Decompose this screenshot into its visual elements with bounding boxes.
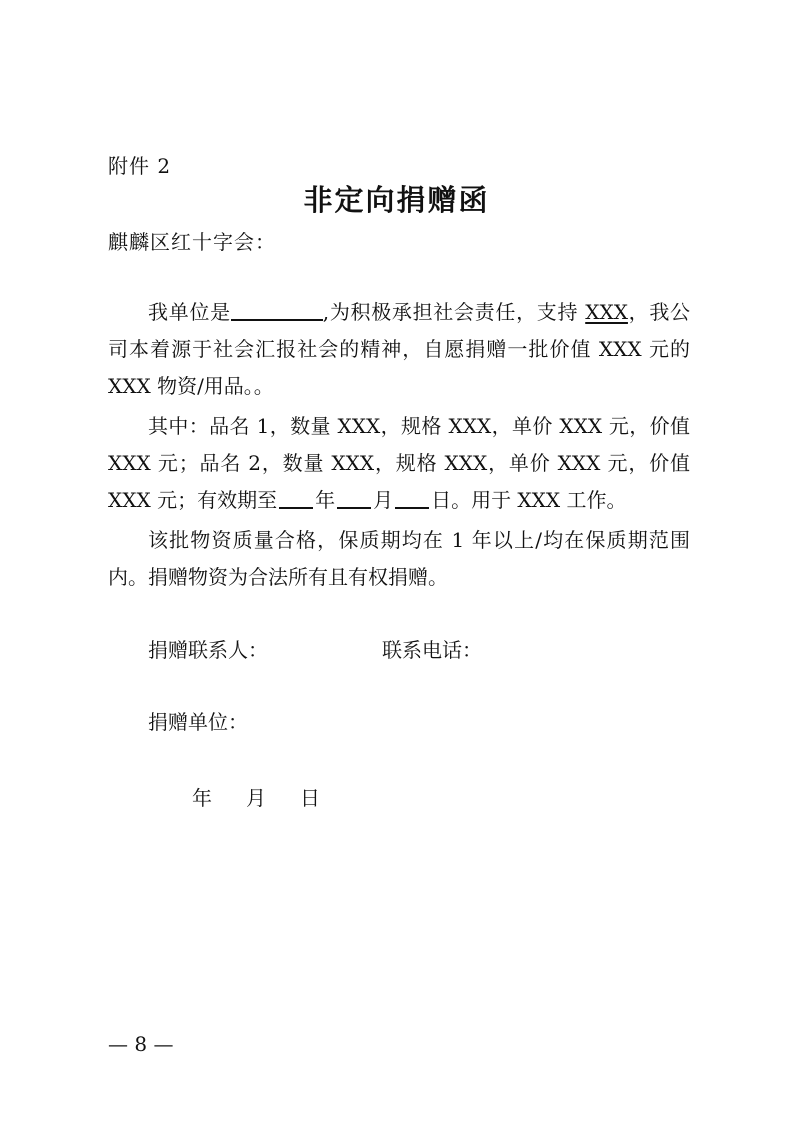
date-month: 月 xyxy=(246,786,266,810)
document-title: 非定向捐赠函 xyxy=(303,183,490,217)
recipient-line: 麒麟区红十字会： xyxy=(108,230,276,254)
paragraph-quality: 该批物资质量合格，保质期均在 1 年以上/均在保质期范围内。捐赠物资为合法所有且有权捐赠。 xyxy=(108,528,690,589)
para2-text-1: 其中：品名 1，数量 XXX，规格 XXX，单价 XXX 元，价值 XXX 元；品名 2，数量 XXX，规格 XXX，单价 XXX 元，价值 XXX 元；有效期至 xyxy=(108,414,690,512)
donor-unit-label: 捐赠单位： xyxy=(148,710,248,734)
expiry-year-blank xyxy=(279,485,313,509)
contact-phone-label: 联系电话： xyxy=(382,638,482,662)
para1-text-3: ，我公司本着源于社会汇报社会的精神，自愿捐赠一批价值 XXX 元的 XXX 物资/用品。。 xyxy=(108,300,691,398)
support-target: XXX xyxy=(585,300,628,324)
attachment-label: 附件 2 xyxy=(108,154,172,178)
date-day: 日 xyxy=(300,786,320,810)
expiry-year-label: 年 xyxy=(315,488,336,512)
paragraph-items xyxy=(108,408,690,519)
date-year: 年 xyxy=(192,786,212,810)
paragraph-donor xyxy=(108,294,690,405)
letter-body xyxy=(108,294,690,599)
expiry-day-blank xyxy=(395,485,429,509)
expiry-day-label: 日 xyxy=(431,488,452,512)
donor-unit-blank xyxy=(231,297,323,321)
para1-text-1: 我单位是 xyxy=(148,300,231,324)
expiry-month-label: 月 xyxy=(373,488,394,512)
page-number: — 8 — xyxy=(108,1032,174,1056)
donor-contact-label: 捐赠联系人： xyxy=(148,638,268,662)
expiry-month-blank xyxy=(337,485,371,509)
para1-text-2: ,为积极承担社会责任，支持 xyxy=(322,300,579,324)
para2-text-2: 。用于 XXX 工作。 xyxy=(451,488,627,512)
